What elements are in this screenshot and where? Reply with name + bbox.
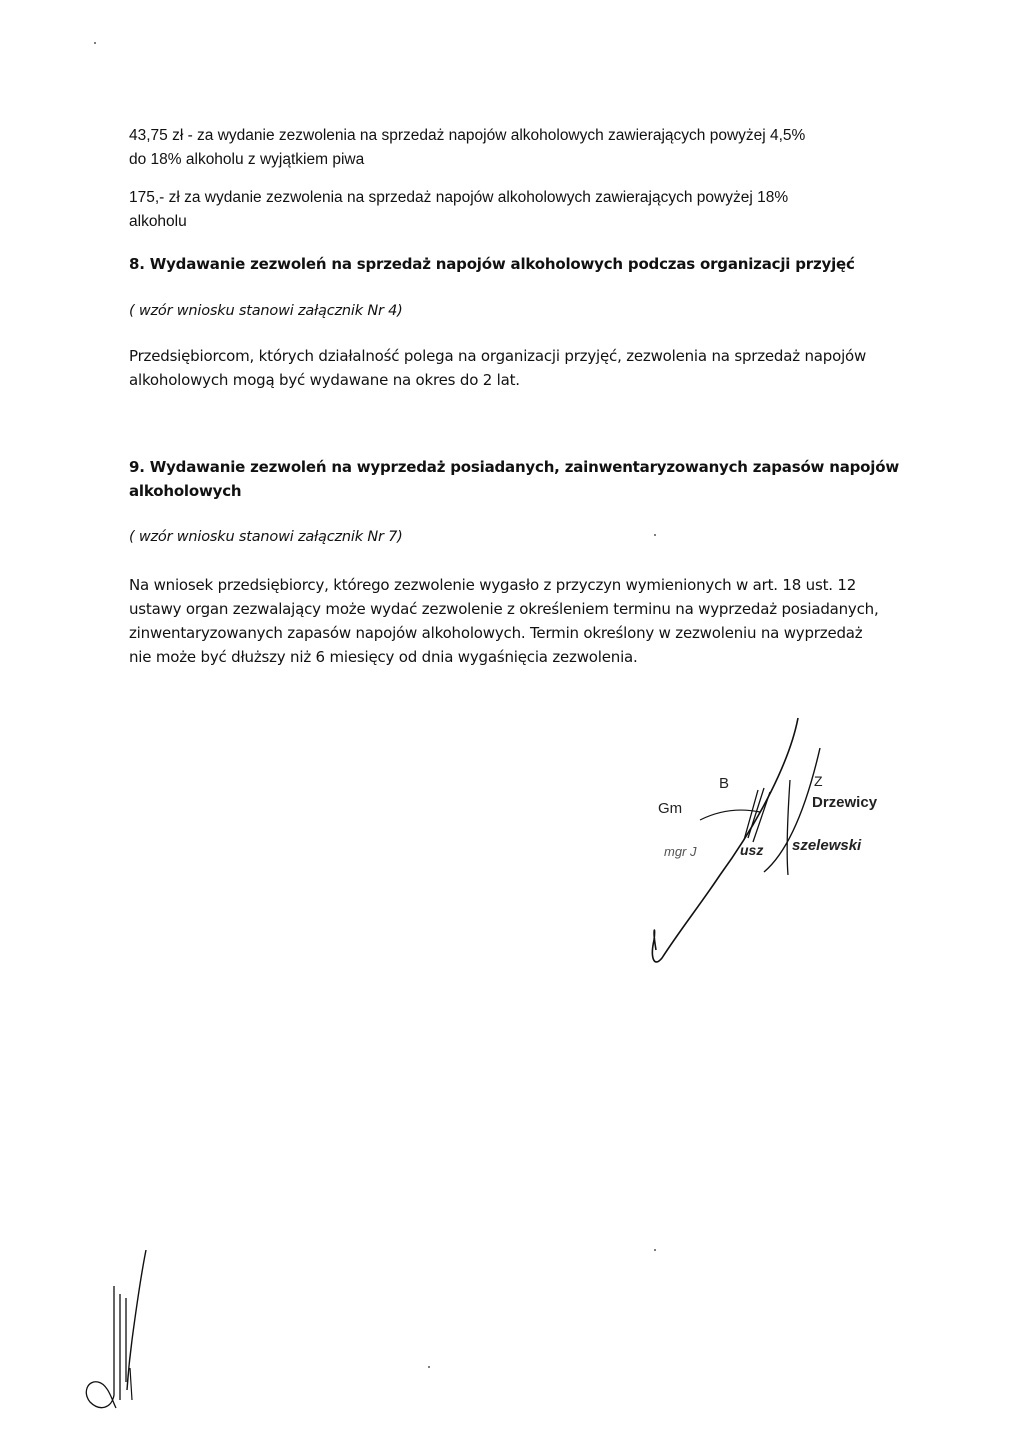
fee-section [129, 124, 939, 172]
fee-section-2 [129, 186, 939, 234]
section-9-body-line-1: Na wniosek przedsiębiorcy, którego zezwolenie wygasło z przyczyn wymienionych w art. 18 ust. 12 [129, 576, 857, 594]
fee-line-4: alkoholu [129, 213, 187, 230]
section-8-note-block [129, 299, 939, 323]
fee-line-3: 175,- zł za wydanie zezwolenia na sprzedaż napojów alkoholowych zawierających powyżej 18% [129, 189, 789, 206]
scan-speck [654, 534, 656, 536]
stamp-line-3a: mgr J [664, 844, 697, 859]
stamp-line-1: B [719, 775, 730, 792]
section-9-heading-line-1: 9. Wydawanie zezwoleń na wyprzedaż posiadanych, zainwentaryzowanych zapasów napojów [129, 458, 899, 476]
fee-line-1: 43,75 zł - za wydanie zezwolenia na sprzedaż napojów alkoholowych zawierających powyżej 4,5% [129, 127, 806, 144]
scan-speck [654, 1249, 656, 1251]
section-8-body [129, 344, 939, 392]
section-9-body [129, 573, 939, 669]
section-8-heading-block [129, 252, 939, 276]
scan-speck [428, 1366, 430, 1368]
official-stamp [640, 700, 940, 970]
section-9-body-line-2: ustawy organ zezwalający może wydać zezwolenie z określeniem terminu na wyprzedaż posiadanych, [129, 600, 879, 618]
section-8-body-line-1: Przedsiębiorcom, których działalność polega na organizacji przyjęć, zezwolenia na sprzedaż napojów [129, 347, 867, 365]
section-9-heading-line-2: alkoholowych [129, 482, 242, 500]
stamp-line-1b: Z [814, 773, 823, 789]
fee-line-2: do 18% alkoholu z wyjątkiem piwa [129, 151, 365, 168]
section-9-body-line-4: nie może być dłuższy niż 6 miesięcy od dnia wygaśnięcia zezwolenia. [129, 648, 638, 666]
stamp-line-2a: Gm [658, 800, 683, 817]
section-9-form-note: ( wzór wniosku stanowi załącznik Nr 7) [129, 529, 403, 545]
section-9-body-line-3: zinwentaryzowanych zapasów napojów alkoholowych. Termin określony w zezwoleniu na wyprzedaż [129, 624, 863, 642]
initials-mark [70, 1250, 180, 1420]
handwritten-signature [640, 700, 940, 970]
scan-speck [94, 42, 96, 44]
stamp-line-3b: usz [740, 842, 764, 858]
section-8-body-line-2: alkoholowych mogą być wydawane na okres do 2 lat. [129, 371, 520, 389]
section-9-note-block [129, 525, 939, 549]
section-8-heading: 8. Wydawanie zezwoleń na sprzedaż napojów alkoholowych podczas organizacji przyjęć [129, 255, 855, 273]
stamp-line-3c: szelewski [792, 837, 862, 854]
handwritten-initials [70, 1250, 180, 1420]
section-9-heading-block [129, 455, 939, 503]
section-8-form-note: ( wzór wniosku stanowi załącznik Nr 4) [129, 303, 403, 319]
stamp-line-2b: Drzewicy [812, 794, 878, 811]
